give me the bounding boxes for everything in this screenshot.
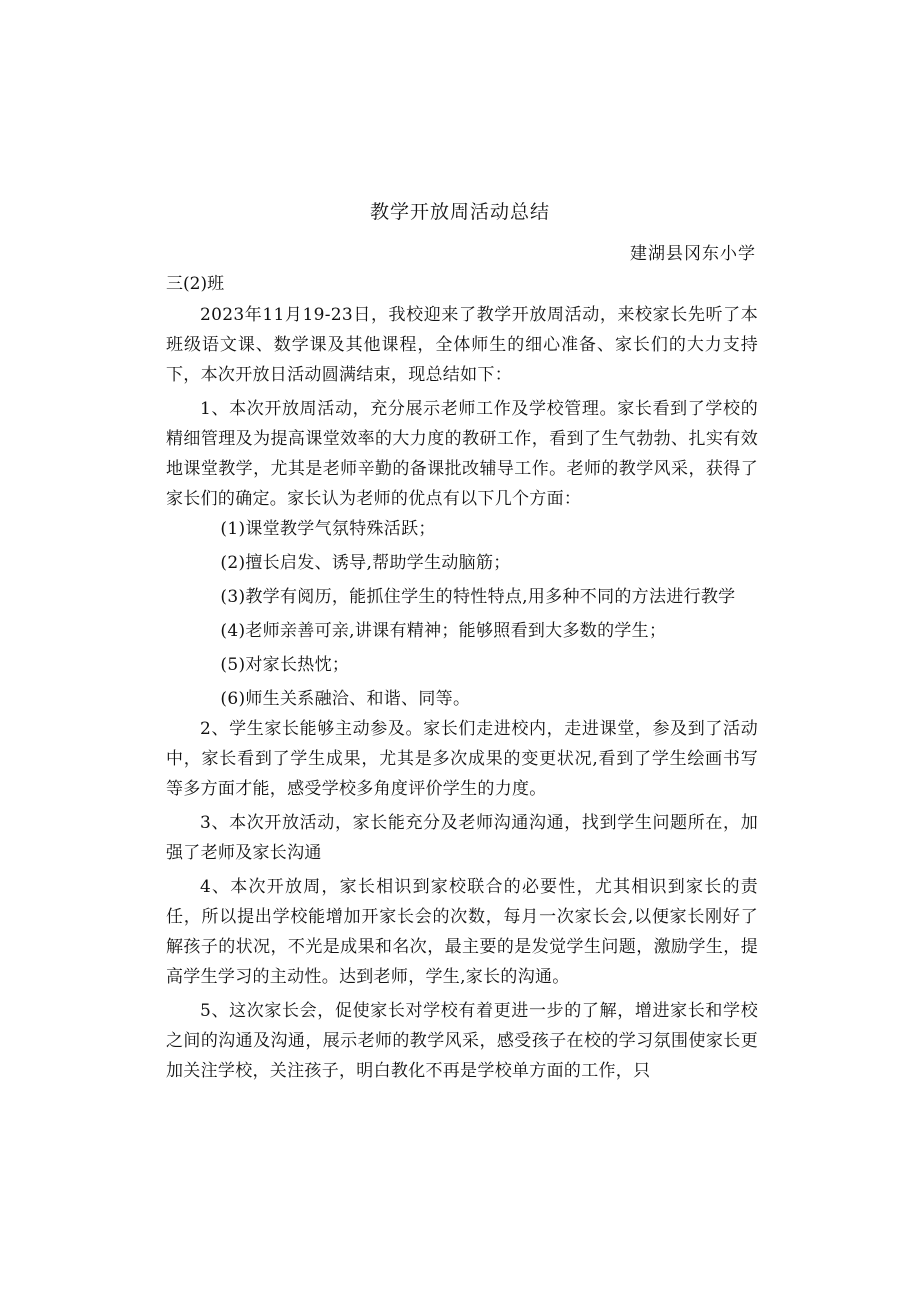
- document-body: [166, 300, 758, 1086]
- section-5-paragraph: 5、这次家长会，促使家长对学校有着更进一步的了解，增进家长和学校之间的沟通及沟通，展示老师的教学风采，感受孩子在校的学习氛围使家长更加关注学校，关注孩子，明白教化不再是学校单方面的工作，只: [166, 1001, 758, 1081]
- strength-item-2: (2)擅长启发、诱导,帮助学生动脑筋；: [220, 553, 511, 573]
- section-3-paragraph: 3、本次开放活动，家长能充分及老师沟通沟通，找到学生问题所在，加强了老师及家长沟通: [166, 813, 758, 863]
- strength-item-5: (5)对家长热忱；: [220, 655, 350, 675]
- section-2-paragraph: 2、学生家长能够主动参及。家长们走进校内，走进课堂，参及到了活动中，家长看到了学生成果，尤其是多次成果的变更状况,看到了学生绘画书写等多方面才能，感受学校多角度评价学生的力度。: [166, 719, 758, 799]
- strength-item-1: (1)课堂教学气氛特殊活跃；: [220, 519, 436, 539]
- intro-paragraph: 2023年11月19-23日，我校迎来了教学开放周活动，来校家长先听了本班级语文课、数学课及其他课程，全体师生的细心准备、家长们的大力支持下，本次开放日活动圆满结束，现总结如下：: [166, 305, 758, 385]
- section-1-paragraph: 1、本次开放周活动，充分展示老师工作及学校管理。家长看到了学校的精细管理及为提高课堂效率的大力度的教研工作，看到了生气勃勃、扎实有效地课堂教学，尤其是老师辛勤的备课批改辅导工作。老师的教学风采，获得了家长们的确定。家长认为老师的优点有以下几个方面：: [166, 399, 758, 509]
- strength-item-4: (4)老师亲善可亲,讲课有精神；能够照看到大多数的学生；: [220, 621, 667, 641]
- strength-item-6: (6)师生关系融洽、和谐、同等。: [220, 689, 471, 709]
- section-4-paragraph: 4、本次开放周，家长相识到家校联合的必要性，尤其相识到家长的责任，所以提出学校能增加开家长会的次数，每月一次家长会,以便家长刚好了解孩子的状况，不光是成果和名次，最主要的是发觉学生问题，激励学生，提高学生学习的主动性。达到老师，学生,家长的沟通。: [166, 877, 758, 987]
- school-name: 建湖县冈东小学: [630, 244, 756, 264]
- document-title: 教学开放周活动总结: [369, 201, 550, 223]
- strength-item-3: (3)教学有阅历，能抓住学生的特性特点,用多种不同的方法进行教学: [220, 587, 736, 607]
- class-name: 三(2)班: [166, 274, 225, 294]
